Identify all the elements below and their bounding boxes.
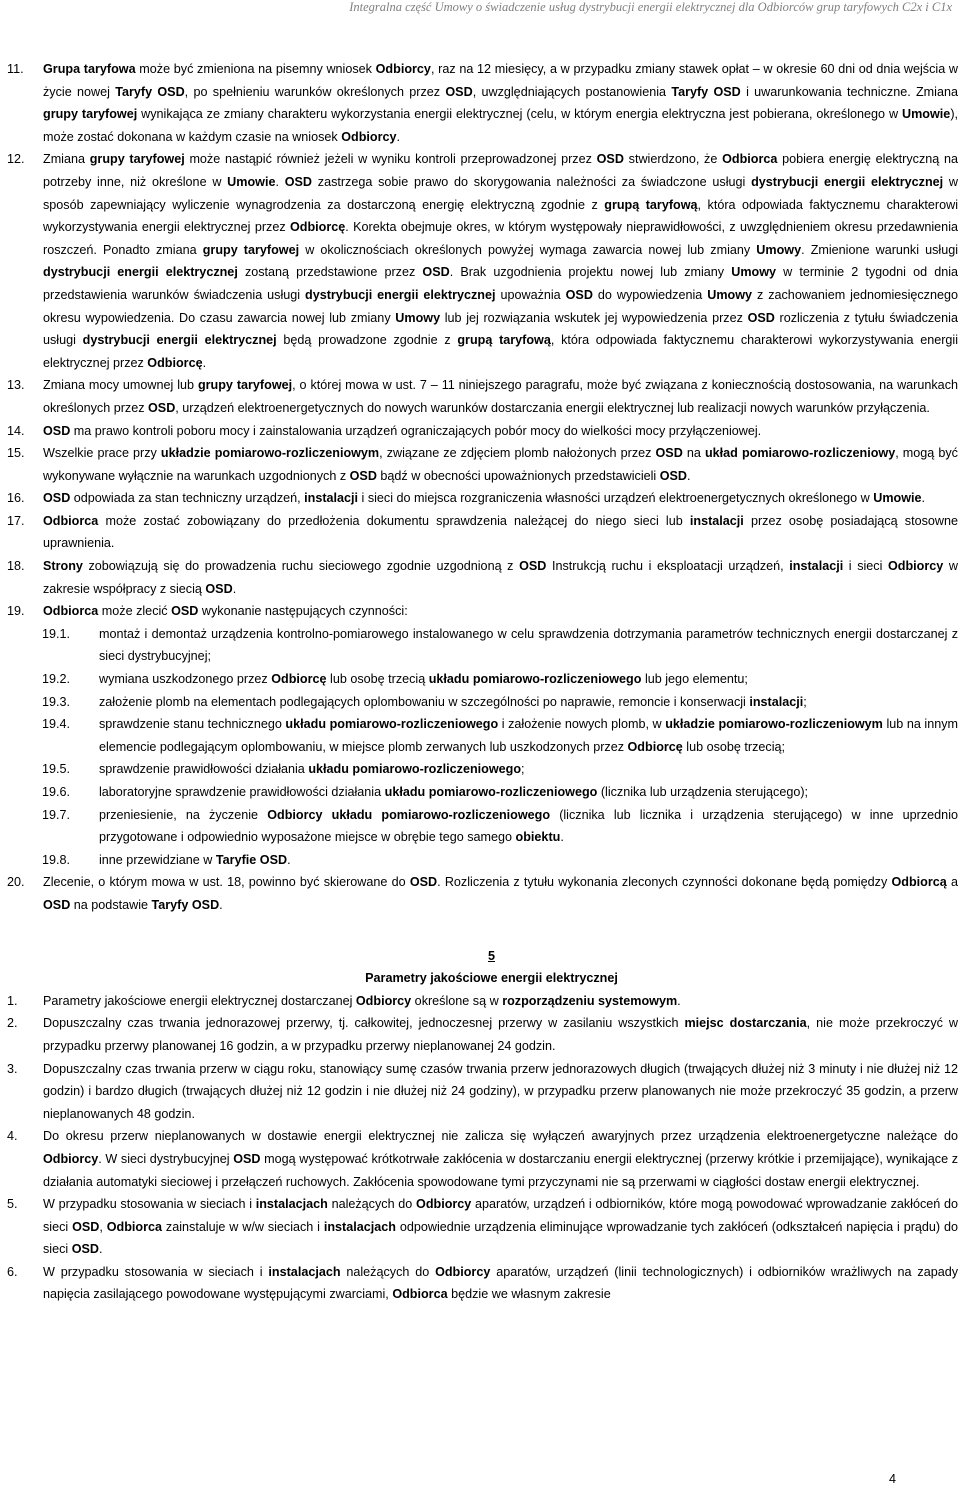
paragraph-number: 16. bbox=[7, 491, 25, 506]
paragraph bbox=[7, 510, 958, 555]
subparagraph bbox=[7, 623, 958, 668]
section-paragraph bbox=[7, 1261, 958, 1306]
section-paragraph bbox=[7, 1058, 958, 1126]
page-header: Integralna część Umowy o świadczenie usług dystrybucji energii elektrycznej dla Odbiorców grup taryfowych C2x i C1x bbox=[349, 0, 952, 14]
paragraph-text: Strony zobowiązują się do prowadzenia ruchu sieciowego zgodnie uzgodnioną z OSD Instrukcją ruchu i eksploatacji urządzeń, instalacji i sieci Odbiorcy w zakresie współpracy z siecią OSD. bbox=[43, 559, 958, 596]
paragraph-number: 19.7. bbox=[42, 807, 71, 822]
paragraph-text: sprawdzenie stanu technicznego układu pomiarowo-rozliczeniowego i założenie nowych plomb, w układzie pomiarowo-rozliczeniowym lub na innym elemencie podlegającym oplombowaniu, w miejsce plomb zerwanych lub uszkodzonych przez Odbiorcę lub osobę trzecią; bbox=[99, 717, 958, 754]
paragraph-number: 19. bbox=[7, 604, 25, 619]
paragraph-number: 19.3. bbox=[42, 694, 71, 709]
paragraph-number: 19.2. bbox=[42, 672, 71, 687]
paragraph bbox=[7, 58, 958, 148]
paragraph-text: założenie plomb na elementach podlegających oplombowaniu w szczególności po naprawie, remoncie i konserwacji instalacji; bbox=[99, 694, 807, 709]
section-paragraph bbox=[7, 990, 958, 1013]
section-paragraph-list bbox=[7, 990, 958, 1306]
subparagraph bbox=[7, 668, 958, 691]
paragraph-text: Zmiana grupy taryfowej może nastąpić również jeżeli w wyniku kontroli przeprowadzonej przez OSD stwierdzono, że Odbiorca pobiera energię elektryczną na potrzeby inne, niż określone w Umowie. OSD zastrzega sobie prawo do skorygowania należności za świadczone usługi dystrybucji energii elektrycznej w sposób zapewniający wyliczenie wynagrodzenia za dostarczoną energię elektryczną zgodnie z grupą taryfową, która odpowiada faktycznemu charakterowi wykorzystywania energii elektrycznej przez Odbiorcę. Korekta obejmuje okres, w którym występowały nieprawidłowości, z uwzględnieniem okresu przedawnienia roszczeń. Ponadto zmiana grupy taryfowej w okolicznościach określonych powyżej wymaga zawarcia nowej lub zmiany Umowy. Zmienione warunki usługi dystrybucji energii elektrycznej zostaną przedstawione przez OSD. Brak uzgodnienia projektu nowej lub zmiany Umowy w terminie 2 tygodni od dnia przedstawienia warunków świadczenia usługi dystrybucji energii elektrycznej upoważnia OSD do wypowiedzenia Umowy z zachowaniem jednomiesięcznego okresu wypowiedzenia. Do czasu zawarcia nowej lub zmiany Umowy lub jej rozwiązania wskutek jej wypowiedzenia przez OSD rozliczenia z tytułu świadczenia usługi dystrybucji energii elektrycznej będą prowadzone zgodnie z grupą taryfową, która odpowiada faktycznemu charakterowi wykorzystywania energii elektrycznej przez Odbiorcę. bbox=[43, 152, 959, 370]
paragraph-number: 19.1. bbox=[42, 626, 71, 641]
paragraph bbox=[7, 374, 958, 419]
paragraph bbox=[7, 420, 958, 443]
paragraph bbox=[7, 600, 958, 623]
paragraph-number: 13. bbox=[7, 378, 25, 393]
paragraph-number: 11. bbox=[7, 62, 24, 76]
paragraph-list bbox=[7, 58, 958, 623]
paragraph-text: przeniesienie, na życzenie Odbiorcy układu pomiarowo-rozliczeniowego (licznika lub licznika i urządzenia sterującego) w inne uprzednio przygotowane i odpowiednio wyposażone miejsce w obrębie tego samego obiektu. bbox=[99, 807, 958, 845]
paragraph-number: 20. bbox=[7, 875, 25, 890]
section-number: 5 bbox=[487, 948, 495, 963]
paragraph-number: 17. bbox=[7, 513, 25, 528]
paragraph-number: 4. bbox=[7, 1129, 18, 1144]
subparagraph bbox=[7, 691, 958, 714]
paragraph-number: 19.8. bbox=[42, 852, 71, 867]
subparagraph bbox=[7, 849, 958, 872]
subparagraph bbox=[7, 781, 958, 804]
paragraph bbox=[7, 148, 958, 374]
paragraph-number: 12. bbox=[7, 152, 25, 167]
paragraph-number: 6. bbox=[7, 1264, 18, 1279]
paragraph-text: Wszelkie prace przy układzie pomiarowo-rozliczeniowym, związane ze zdjęciem plomb nałożonych przez OSD na układ pomiarowo-rozliczeniowy, mogą być wykonywane wyłącznie na warunkach uzgodnionych z OSD bądź w obecności upoważnionych przedstawicieli OSD. bbox=[43, 446, 958, 483]
paragraph-text: inne przewidziane w Taryfie OSD. bbox=[99, 852, 291, 867]
paragraph-number: 5. bbox=[7, 1197, 18, 1212]
paragraph-text: Dopuszczalny czas trwania przerw w ciągu roku, stanowiący sumę czasów trwania przerw jednorazowych długich (trwających dłużej niż 3 minuty i nie dłużej niż 12 godzin) i bardzo długich (trwających dłużej niż 12 godzin i nie dłużej niż 24 godziny), w przypadku przerw planowanych nie może przekroczyć 35 godzin, a przerw nieplanowanych 48 godzin. bbox=[43, 1061, 958, 1121]
paragraph-text: OSD odpowiada za stan techniczny urządzeń, instalacji i sieci do miejsca rozgraniczenia własności urządzeń elektroenergetycznych określonego w Umowie. bbox=[43, 491, 926, 506]
paragraph-text: W przypadku stosowania w sieciach i instalacjach należących do Odbiorcy aparatów, urządzeń (linii technologicznych) i odbiorników wrażliwych na zapady napięcia zasilającego powodowane występującymi zwarciami, Odbiorca będzie we własnym zakresie bbox=[43, 1264, 959, 1302]
section-title: Parametry jakościowe energii elektrycznej bbox=[365, 971, 618, 986]
paragraph-list-continued bbox=[7, 871, 958, 916]
paragraph-text: Zmiana mocy umownej lub grupy taryfowej, o której mowa w ust. 7 – 11 niniejszego paragrafu, może być związana z koniecznością dostosowania, na warunkach określonych przez OSD, urządzeń elektroenergetycznych do nowych warunków dostarczania energii elektrycznej lub realizacji nowych warunków przyłączenia. bbox=[43, 378, 958, 415]
subparagraph bbox=[7, 804, 958, 849]
paragraph-text: laboratoryjne sprawdzenie prawidłowości działania układu pomiarowo-rozliczeniowego (licznika lub urządzenia sterującego); bbox=[99, 785, 809, 799]
paragraph-text: montaż i demontaż urządzenia kontrolno-pomiarowego instalowanego w celu sprawdzenia dotrzymania parametrów technicznych energii dostarczanej z sieci dystrybucyjnej; bbox=[99, 626, 958, 664]
subparagraph bbox=[7, 758, 958, 781]
paragraph bbox=[7, 555, 958, 600]
paragraph-text: Grupa taryfowa może być zmieniona na pisemny wniosek Odbiorcy, raz na 12 miesięcy, a w przypadku zmiany stawek opłat – w okresie 60 dni od dnia wejścia w życie nowej Taryfy OSD, po spełnieniu warunków określonych przez OSD, uwzględniających postanowienia Taryfy OSD i uwarunkowania techniczne. Zmiana grupy taryfowej wynikająca ze zmiany charakteru wykorzystania energii elektrycznej (celu, w którym energia elektryczna jest pobierana, określonego w Umowie), może zostać dokonana w każdym czasie na wniosek Odbiorcy. bbox=[43, 62, 959, 144]
paragraph-number: 19.4. bbox=[42, 717, 71, 732]
paragraph bbox=[7, 487, 958, 510]
document-body bbox=[7, 58, 958, 1306]
section-paragraph bbox=[7, 1012, 958, 1057]
paragraph-number: 19.5. bbox=[42, 762, 71, 777]
paragraph-number: 14. bbox=[7, 423, 25, 438]
paragraph-text: W przypadku stosowania w sieciach i instalacjach należących do Odbiorcy aparatów, urządzeń i odbiorników, które mogą powodować wprowadzanie zakłóceń do sieci OSD, Odbiorca zainstaluje w w/w sieciach i instalacjach odpowiednie urządzenia eliminujące wprowadzanie tych zakłóceń (odkształceń napięcia i prądu) do sieci OSD. bbox=[43, 1197, 959, 1257]
paragraph-number: 3. bbox=[7, 1061, 18, 1076]
section-paragraph bbox=[7, 1125, 958, 1193]
paragraph-text: Dopuszczalny czas trwania jednorazowej przerwy, tj. całkowitej, jednoczesnej przerwy w zasilaniu wszystkich miejsc dostarczania, nie może przekroczyć w przypadku przerwy planowanej 16 godzin, a w przypadku przerwy nieplanowanej 24 godzin. bbox=[43, 1016, 959, 1053]
paragraph-text: Parametry jakościowe energii elektrycznej dostarczanej Odbiorcy określone są w rozporządzeniu systemowym. bbox=[43, 993, 681, 1008]
paragraph-number: 2. bbox=[7, 1016, 18, 1031]
paragraph-text: Do okresu przerw nieplanowanych w dostawie energii elektrycznej nie zalicza się wyłączeń awaryjnych przez urządzenia elektroenergetyczne należące do Odbiorcy. W sieci dystrybucyjnej OSD mogą występować krótkotrwałe zakłócenia w dostarczaniu energii elektrycznej (przerwy krótkie i przemijające), wynikające z działania automatyki sieciowej i przełączeń ruchowych. Zakłócenia spowodowane tymi przyczynami nie są przerwami w ciągłości dostaw energii elektrycznej. bbox=[43, 1129, 958, 1189]
subparagraph bbox=[7, 713, 958, 758]
paragraph-number: 18. bbox=[7, 559, 25, 574]
paragraph bbox=[7, 442, 958, 487]
section-paragraph bbox=[7, 1193, 958, 1261]
page-number: 4 bbox=[889, 1472, 897, 1486]
subparagraph-list-19 bbox=[7, 623, 958, 872]
paragraph-number: 15. bbox=[7, 446, 25, 461]
paragraph-text: Zlecenie, o którym mowa w ust. 18, powinno być skierowane do OSD. Rozliczenia z tytułu wykonania zleconych czynności dokonane będą pomiędzy Odbiorcą a OSD na podstawie Taryfy OSD. bbox=[43, 875, 958, 912]
paragraph-text: Odbiorca może zlecić OSD wykonanie następujących czynności: bbox=[43, 604, 408, 619]
paragraph-text: sprawdzenie prawidłowości działania układu pomiarowo-rozliczeniowego; bbox=[99, 762, 525, 777]
paragraph bbox=[7, 871, 958, 916]
paragraph-text: Odbiorca może zostać zobowiązany do przedłożenia dokumentu sprawdzenia należącej do niego sieci lub instalacji przez osobę posiadającą stosowne uprawnienia. bbox=[43, 513, 958, 551]
paragraph-number: 1. bbox=[7, 993, 18, 1008]
paragraph-text: wymiana uszkodzonego przez Odbiorcę lub osobę trzecią układu pomiarowo-rozliczeniowego lub jego elementu; bbox=[99, 672, 748, 687]
paragraph-number: 19.6. bbox=[42, 785, 71, 799]
paragraph-text: OSD ma prawo kontroli poboru mocy i zainstalowania urządzeń ograniczających pobór mocy do wielkości mocy przyłączeniowej. bbox=[43, 423, 762, 438]
